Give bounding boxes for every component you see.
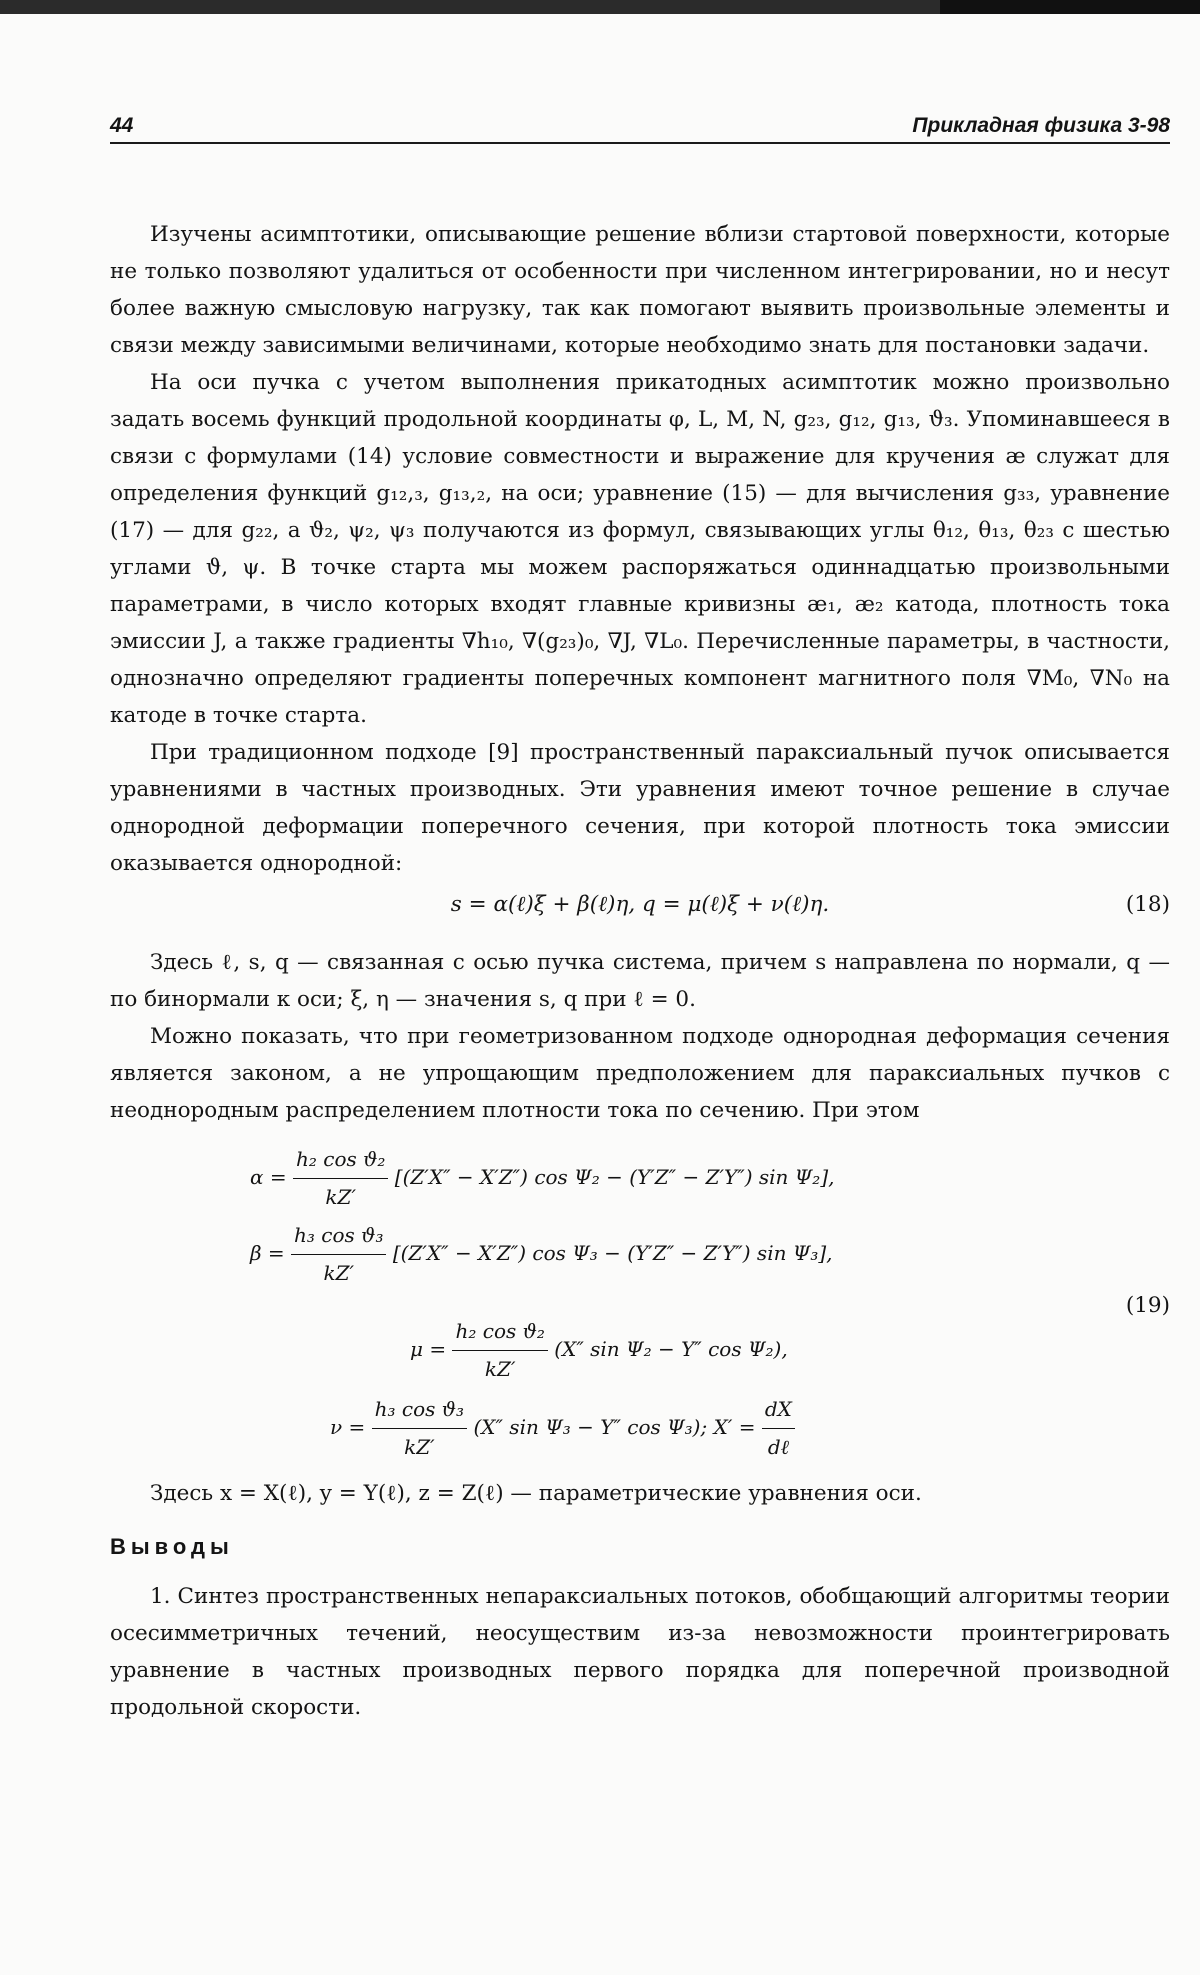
page: [110, 110, 1170, 1720]
beta-fraction: [291, 1217, 386, 1292]
alpha-numerator: h₂ cos ϑ₂: [293, 1141, 388, 1179]
paragraph-parametric-axis: Здесь x = X(ℓ), y = Y(ℓ), z = Z(ℓ) — параметрические уравнения оси.: [150, 1481, 922, 1506]
mu-fraction: [452, 1313, 547, 1388]
scan-edge: [0, 0, 1200, 14]
nu-lhs: ν =: [330, 1415, 366, 1439]
nu-fraction: [372, 1391, 467, 1466]
derivative-fraction: [762, 1391, 795, 1466]
nu-denominator: kZ′: [404, 1435, 435, 1459]
running-header: [110, 110, 1170, 144]
header-rule: [110, 142, 1170, 144]
x-prime-lhs: X′ =: [713, 1415, 756, 1439]
derivative-denominator: dℓ: [767, 1435, 789, 1459]
mu-denominator: kZ′: [484, 1357, 516, 1381]
paragraph-asymptotics: Изучены асимптотики, описывающие решение вблизи стартовой поверхности, которые не только позволяют удалиться от особенности при численном интегрировании, но и несут более важную смысловую нагрузку, так как помогают выявить произвольные элементы и связи между зависимыми величинами, которые необходимо знать для постановки задачи.: [110, 222, 1170, 358]
alpha-rhs: [(Z′X″ − X′Z″) cos Ψ₂ − (Y′Z″ − Z′Y″) sin Ψ₂],: [394, 1165, 835, 1189]
alpha-fraction: [293, 1141, 388, 1216]
mu-lhs: μ =: [410, 1337, 447, 1361]
equation-18-number: (18): [1125, 892, 1170, 917]
equation-18-body: s = α(ℓ)ξ + β(ℓ)η, q = μ(ℓ)ξ + ν(ℓ)η.: [450, 892, 830, 917]
derivative-numerator: dX: [762, 1391, 795, 1429]
beta-denominator: kZ′: [323, 1261, 355, 1285]
equation-19-number: (19): [1125, 1293, 1170, 1318]
conclusion-item-1: 1. Синтез пространственных непараксиальных потоков, обобщающий алгоритмы теории осесимметричных течений, неосуществим из-за невозможности проинтегрировать уравнение в частных производных первого порядка для поперечной производной продольной скорости.: [110, 1584, 1170, 1720]
alpha-denominator: kZ′: [325, 1185, 356, 1209]
beta-numerator: h₃ cos ϑ₃: [291, 1217, 386, 1255]
alpha-lhs: α =: [250, 1165, 287, 1189]
article-body: [110, 216, 1170, 1726]
mu-numerator: h₂ cos ϑ₂: [452, 1313, 547, 1351]
paragraph-uniform-deformation: Можно показать, что при геометризованном подходе однородная деформация сечения является законом, а не упрощающим предположением для параксиальных пучков с неоднородным распределением плотности тока по сечению. При этом: [110, 1024, 1170, 1123]
paragraph-beam-axis: На оси пучка с учетом выполнения прикатодных асимптотик можно произвольно задать восемь функций продольной координаты φ, L, M, N, g₂₃, g₁₂, g₁₃, ϑ₃. Упоминавшееся в связи с формулами (14) условие совместности и выражение для кручения æ служат для определения функций g₁₂,₃, g₁₃,₂, на оси; уравнение (15) — для вычисления g₃₃, уравнение (17) — для g₂₂, а ϑ₂, ψ₂, ψ₃ получаются из формул, связывающих углы θ₁₂, θ₁₃, θ₂₃ с шестью углами ϑ, ψ. В точке старта мы можем распоряжаться одиннадцатью произвольными параметрами, в число которых входят главные кривизны æ₁, æ₂ катода, плотность тока эмиссии J, а также градиенты ∇h₁₀, ∇(g₂₃)₀, ∇J, ∇L₀. Перечисленные параметры, в частности, однозначно определяют градиенты поперечных компонент магнитного поля ∇M₀, ∇N₀ на катоде в точке старта.: [110, 370, 1170, 728]
equation-18: [110, 886, 1170, 926]
paragraph-paraxial: При традиционном подходе [9] пространственный параксиальный пучок описывается уравнениями в частных производных. Эти уравнения имеют точное решение в случае однородной деформации поперечного сечения, при которой плотность тока эмиссии оказывается однородной:: [110, 740, 1170, 876]
equation-nu: [330, 1391, 795, 1466]
page-number: 44: [110, 114, 134, 137]
conclusions-heading: Выводы: [110, 1534, 234, 1559]
equation-mu: [410, 1313, 788, 1388]
equation-19: [110, 1141, 1170, 1465]
journal-title: Прикладная физика 3-98: [912, 114, 1170, 137]
equation-beta: [250, 1217, 833, 1292]
paragraph-coordinate-system: Здесь ℓ, s, q — связанная с осью пучка система, причем s направлена по нормали, q — по бинормали к оси; ξ, η — значения s, q при ℓ = 0.: [110, 950, 1170, 1012]
mu-rhs: (X″ sin Ψ₂ − Y″ cos Ψ₂),: [554, 1337, 788, 1361]
beta-rhs: [(Z′X″ − X′Z″) cos Ψ₃ − (Y′Z″ − Z′Y″) sin Ψ₃],: [392, 1241, 833, 1265]
nu-rhs: (X″ sin Ψ₃ − Y″ cos Ψ₃);: [473, 1415, 708, 1439]
equation-alpha: [250, 1141, 834, 1216]
nu-numerator: h₃ cos ϑ₃: [372, 1391, 467, 1429]
beta-lhs: β =: [250, 1241, 285, 1265]
